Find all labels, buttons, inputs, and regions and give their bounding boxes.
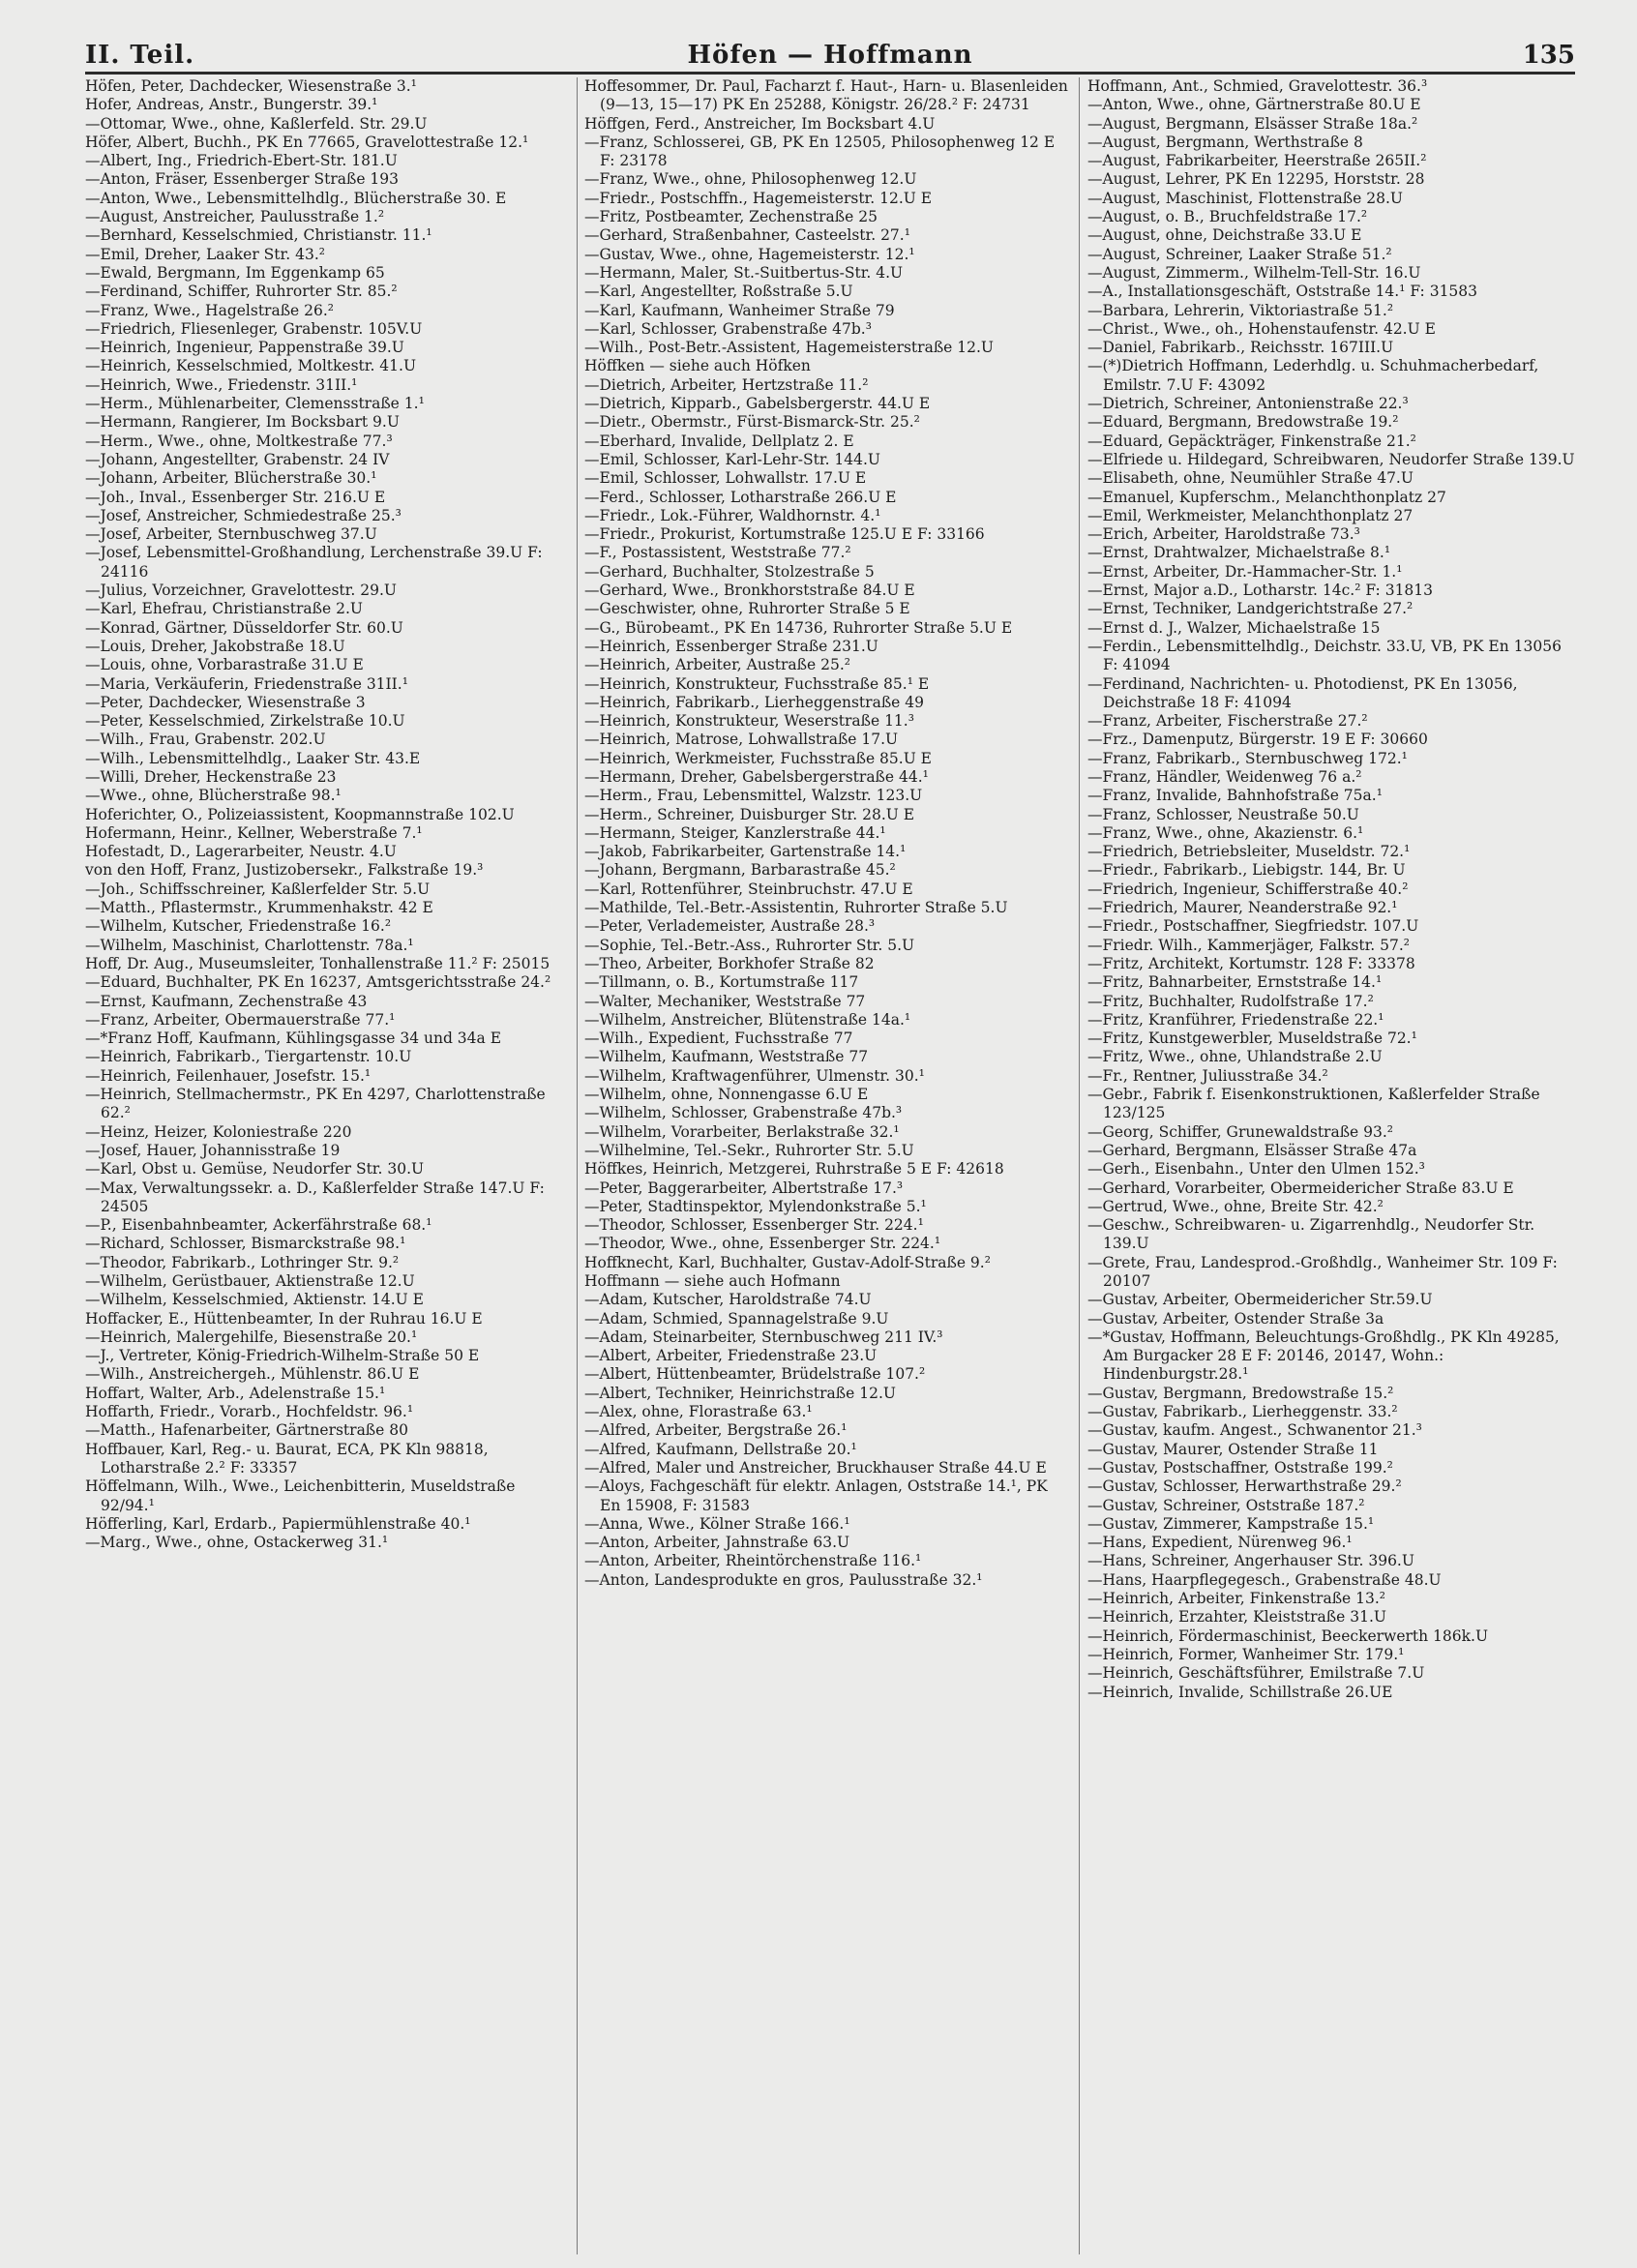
directory-entry: —Ernst, Major a.D., Lotharstr. 14c.² F: 31813: [1087, 582, 1434, 600]
directory-entry: —Eduard, Gepäckträger, Finkenstraße 21.²: [1087, 432, 1416, 450]
directory-entry: —Max, Verwaltungssekr. a. D., Kaßlerfelder Straße 147.U F: 24505: [85, 1179, 545, 1215]
directory-entry: —Wilhelm, Schlosser, Grabenstraße 47b.³: [584, 1104, 903, 1122]
directory-entry: —Ernst, Arbeiter, Dr.-Hammacher-Str. 1.¹: [1087, 562, 1403, 581]
directory-entry: —Willi, Dreher, Heckenstraße 23: [85, 767, 337, 786]
directory-entry: —Wilhelm, Kesselschmied, Aktienstr. 14.U E: [85, 1291, 424, 1309]
directory-entry: —August, Lehrer, PK En 12295, Horststr. 28: [1087, 170, 1425, 189]
directory-entry: —Gerhard, Straßenbahner, Casteelstr. 27.¹: [584, 226, 910, 245]
directory-entry: —Fritz, Architekt, Kortumstr. 128 F: 33378: [1087, 954, 1415, 972]
directory-entry: —Marg., Wwe., ohne, Ostackerweg 31.¹: [85, 1534, 389, 1552]
directory-entry: —Wilhelm, Maschinist, Charlottenstr. 78a.¹: [85, 936, 414, 954]
directory-entry: —Gebr., Fabrik f. Eisenkonstruktionen, Kaßlerfelder Straße 123/125: [1087, 1086, 1540, 1122]
directory-entry: —Alfred, Maler und Anstreicher, Bruckhauser Straße 44.U E: [584, 1458, 1047, 1477]
directory-entry: —*Gustav, Hoffmann, Beleuchtungs-Großhdlg., PK Kln 49285, Am Burgacker 28 E F: 20146, 20147, Wohn.: Hindenburgstr.28.¹: [1087, 1328, 1560, 1384]
directory-entry: —Theodor, Wwe., ohne, Essenberger Str. 224.¹: [584, 1235, 941, 1253]
directory-entry: Hoffmann, Ant., Schmied, Gravelottestr. 36.³: [1087, 77, 1428, 95]
directory-entry: —Heinrich, Fördermaschinist, Beeckerwerth 186k.U: [1087, 1626, 1489, 1645]
directory-entry: —Johann, Arbeiter, Blücherstraße 30.¹: [85, 469, 377, 488]
directory-entry: —Ferdin., Lebensmittelhdlg., Deichstr. 33.U, VB, PK En 13056 F: 41094: [1087, 637, 1562, 674]
directory-entry: —August, Maschinist, Flottenstraße 28.U: [1087, 189, 1403, 207]
directory-entry: —Peter, Kesselschmied, Zirkelstraße 10.U: [85, 712, 405, 731]
directory-entry: —Friedrich, Betriebsleiter, Museldstr. 72.¹: [1087, 843, 1411, 861]
directory-entry: —Karl, Kaufmann, Wanheimer Straße 79: [584, 301, 895, 319]
directory-entry: —Albert, Arbeiter, Friedenstraße 23.U: [584, 1347, 878, 1365]
directory-entry: —Gustav, kaufm. Angest., Schwanentor 21.³: [1087, 1421, 1422, 1440]
directory-entry: —August, Bergmann, Elsässer Straße 18a.²: [1087, 114, 1418, 133]
directory-entry: —Louis, ohne, Vorbarastraße 31.U E: [85, 656, 364, 674]
directory-entry: —Franz, Wwe., ohne, Akazienstr. 6.¹: [1087, 823, 1364, 842]
directory-entry: —(*)Dietrich Hoffmann, Lederhdlg. u. Schuhmacherbedarf, Emilstr. 7.U F: 43092: [1087, 357, 1539, 394]
directory-entry: Hoffbauer, Karl, Reg.- u. Baurat, ECA, PK Kln 98818, Lotharstraße 2.² F: 33357: [85, 1440, 489, 1477]
directory-entry: —Erich, Arbeiter, Haroldstraße 73.³: [1087, 525, 1360, 544]
directory-entry: —August, Zimmerm., Wilhelm-Tell-Str. 16.U: [1087, 263, 1421, 282]
directory-entry: —Ewald, Bergmann, Im Eggenkamp 65: [85, 263, 385, 282]
directory-entry: —Aloys, Fachgeschäft für elektr. Anlagen, Oststraße 14.¹, PK En 15908, F: 31583: [584, 1477, 1048, 1514]
directory-entry: —Emil, Schlosser, Karl-Lehr-Str. 144.U: [584, 450, 880, 468]
directory-entry: —Wilhelm, Kraftwagenführer, Ulmenstr. 30.¹: [584, 1066, 925, 1085]
directory-entry: —Wilh., Frau, Grabenstr. 202.U: [85, 731, 326, 749]
directory-entry: —Franz, Wwe., Hagelstraße 26.²: [85, 301, 335, 319]
directory-entry: —Elfriede u. Hildegard, Schreibwaren, Neudorfer Straße 139.U: [1087, 450, 1575, 468]
directory-column-2: [584, 77, 1070, 2254]
directory-entry: —Richard, Schlosser, Bismarckstraße 98.¹: [85, 1235, 406, 1253]
directory-entry: —Friedr., Prokurist, Kortumstraße 125.U E F: 33166: [584, 525, 985, 544]
directory-entry: —Gustav, Maurer, Ostender Straße 11: [1087, 1440, 1379, 1458]
directory-entry: —Hermann, Steiger, Kanzlerstraße 44.¹: [584, 823, 886, 842]
directory-entry: —Georg, Schiffer, Grunewaldstraße 93.²: [1087, 1122, 1394, 1141]
directory-entry: —Wwe., ohne, Blücherstraße 98.¹: [85, 787, 342, 805]
directory-entry: —Peter, Stadtinspektor, Mylendonkstraße 5.¹: [584, 1197, 927, 1215]
directory-entry: Hofer, Andreas, Anstr., Bungerstr. 39.¹: [85, 96, 378, 114]
directory-entry: —Anton, Fräser, Essenberger Straße 193: [85, 170, 400, 189]
directory-entry: —Gustav, Schreiner, Oststraße 187.²: [1087, 1496, 1365, 1514]
directory-entry: —August, Bergmann, Werthstraße 8: [1087, 133, 1363, 151]
directory-entry: —Alex, ohne, Florastraße 63.¹: [584, 1403, 813, 1421]
directory-entry: —Heinrich, Konstrukteur, Weserstraße 11.³: [584, 712, 914, 731]
directory-entry: —Wilh., Lebensmittelhdlg., Laaker Str. 43.E: [85, 749, 421, 767]
directory-entry: Hoffknecht, Karl, Buchhalter, Gustav-Adolf-Straße 9.²: [584, 1253, 991, 1271]
directory-entry: —Fr., Rentner, Juliusstraße 34.²: [1087, 1066, 1328, 1085]
directory-entry: —Herm., Mühlenarbeiter, Clemensstraße 1.¹: [85, 395, 425, 413]
directory-entry: —Gerhard, Vorarbeiter, Obermeidericher Straße 83.U E: [1087, 1179, 1514, 1197]
directory-entry: —Alfred, Kaufmann, Dellstraße 20.¹: [584, 1440, 857, 1458]
directory-entry: —Fritz, Kunstgewerbler, Museldstraße 72.¹: [1087, 1030, 1417, 1048]
directory-entry: —Matth., Pflastermstr., Krummenhakstr. 42 E: [85, 899, 433, 917]
directory-entry: —Herm., Wwe., ohne, Moltkestraße 77.³: [85, 432, 393, 450]
directory-entry: —Wilh., Anstreichergeh., Mühlenstr. 86.U E: [85, 1365, 420, 1384]
directory-entry: —Fritz, Bahnarbeiter, Ernststraße 14.¹: [1087, 973, 1383, 992]
directory-entry: von den Hoff, Franz, Justizobersekr., Falkstraße 19.³: [85, 861, 484, 880]
directory-entry: —Matth., Hafenarbeiter, Gärtnerstraße 80: [85, 1421, 408, 1440]
directory-entry: —Joh., Schiffsschreiner, Kaßlerfelder Str. 5.U: [85, 880, 431, 898]
directory-entry: —Elisabeth, ohne, Neumühler Straße 47.U: [1087, 469, 1414, 488]
directory-entry: —Albert, Techniker, Heinrichstraße 12.U: [584, 1384, 896, 1402]
directory-entry: —Joh., Inval., Essenberger Str. 216.U E: [85, 488, 386, 506]
page-range-title: Höfen — Hoffmann: [687, 41, 973, 70]
directory-entry: —Anton, Wwe., ohne, Gärtnerstraße 80.U E: [1087, 96, 1421, 114]
directory-entry: —Wilh., Expedient, Fuchsstraße 77: [584, 1030, 853, 1048]
directory-entry: —Heinrich, Former, Wanheimer Str. 179.¹: [1087, 1645, 1405, 1663]
directory-entry: —Ernst, Drahtwalzer, Michaelstraße 8.¹: [1087, 544, 1391, 562]
directory-entry: Hoferichter, O., Polizeiassistent, Koopmannstraße 102.U: [85, 805, 515, 823]
directory-entry: —Johann, Angestellter, Grabenstr. 24 IV: [85, 450, 390, 468]
directory-entry: —Franz, Fabrikarb., Sternbuschweg 172.¹: [1087, 749, 1408, 767]
directory-entry: —August, o. B., Bruchfeldstraße 17.²: [1087, 208, 1368, 226]
directory-entry: —Sophie, Tel.-Betr.-Ass., Ruhrorter Str. 5.U: [584, 936, 915, 954]
directory-entry: —Karl, Ehefrau, Christianstraße 2.U: [85, 600, 363, 618]
directory-entry: —Franz, Schlosserei, GB, PK En 12505, Philosophenweg 12 E F: 23178: [584, 133, 1056, 170]
directory-entry: —Herm., Frau, Lebensmittel, Walzstr. 123.U: [584, 787, 923, 805]
directory-entry: Höffelmann, Wilh., Wwe., Leichenbitterin, Museldstraße 92/94.¹: [85, 1477, 516, 1514]
directory-entry: —Hans, Haarpflegegesch., Grabenstraße 48.U: [1087, 1570, 1442, 1589]
directory-entry: —Daniel, Fabrikarb., Reichsstr. 167III.U: [1087, 339, 1394, 357]
directory-entry: —August, ohne, Deichstraße 33.U E: [1087, 226, 1362, 245]
directory-entry: —Herm., Schreiner, Duisburger Str. 28.U E: [584, 805, 915, 823]
directory-entry: —Friedrich, Maurer, Neanderstraße 92.¹: [1087, 899, 1398, 917]
directory-entry: —Ernst, Kaufmann, Zechenstraße 43: [85, 992, 368, 1010]
directory-entry: —Heinrich, Stellmachermstr., PK En 4297, Charlottenstraße 62.²: [85, 1086, 546, 1122]
column-divider: [577, 77, 578, 2254]
directory-entry: —Geschw., Schreibwaren- u. Zigarrenhdlg., Neudorfer Str. 139.U: [1087, 1216, 1535, 1253]
directory-entry: —Peter, Verlademeister, Austraße 28.³: [584, 917, 876, 936]
column-divider: [1079, 77, 1080, 2254]
directory-entry: Höffkes, Heinrich, Metzgerei, Ruhrstraße 5 E F: 42618: [584, 1160, 1004, 1179]
directory-entry: —Heinrich, Malergehilfe, Biesenstraße 20.¹: [85, 1328, 418, 1346]
directory-entry: Höfer, Albert, Buchh., PK En 77665, Gravelottestraße 12.¹: [85, 133, 529, 151]
directory-entry: —Friedr. Wilh., Kammerjäger, Falkstr. 57.²: [1087, 936, 1411, 954]
directory-column-3: [1087, 77, 1575, 2254]
directory-entry: —Gerhard, Wwe., Bronkhorststraße 84.U E: [584, 582, 915, 600]
directory-entry: —J., Vertreter, König-Friedrich-Wilhelm-Straße 50 E: [85, 1347, 480, 1365]
directory-entry: —Johann, Bergmann, Barbarastraße 45.²: [584, 861, 896, 880]
directory-entry: Höffken — siehe auch Höfken: [584, 357, 811, 375]
section-label: II. Teil.: [85, 41, 195, 70]
directory-entry: —Karl, Rottenführer, Steinbruchstr. 47.U E: [584, 880, 913, 898]
directory-entry: —Hans, Schreiner, Angerhauser Str. 396.U: [1087, 1552, 1414, 1570]
directory-entry: —Heinrich, Konstrukteur, Fuchsstraße 85.¹ E: [584, 674, 930, 693]
directory-entry: —Adam, Steinarbeiter, Sternbuschweg 211 IV.³: [584, 1328, 943, 1346]
directory-entry: —Jakob, Fabrikarbeiter, Gartenstraße 14.¹: [584, 843, 907, 861]
directory-entry: —Friedr., Fabrikarb., Liebigstr. 144, Br. U: [1087, 861, 1406, 880]
directory-entry: —Friedr., Lok.-Führer, Waldhornstr. 4.¹: [584, 506, 881, 524]
directory-entry: —Heinrich, Arbeiter, Austraße 25.²: [584, 656, 850, 674]
directory-entry: —Gustav, Bergmann, Bredowstraße 15.²: [1087, 1384, 1394, 1402]
directory-entry: —Heinrich, Fabrikarb., Tiergartenstr. 10.U: [85, 1048, 412, 1066]
directory-entry: —Gustav, Arbeiter, Obermeidericher Str.59.U: [1087, 1291, 1433, 1309]
directory-entry: —August, Anstreicher, Paulusstraße 1.²: [85, 208, 385, 226]
directory-entry: Hoffmann — siehe auch Hofmann: [584, 1272, 841, 1290]
directory-entry: —Grete, Frau, Landesprod.-Großhdlg., Wanheimer Str. 109 F: 20107: [1087, 1253, 1558, 1290]
directory-entry: —Heinz, Heizer, Koloniestraße 220: [85, 1122, 352, 1141]
directory-entry: —Christ., Wwe., oh., Hohenstaufenstr. 42.U E: [1087, 319, 1436, 338]
directory-entry: —Friedrich, Ingenieur, Schifferstraße 40.²: [1087, 880, 1409, 898]
directory-entry: —Ernst, Techniker, Landgerichtstraße 27.²: [1087, 600, 1414, 618]
directory-entry: —Franz, Wwe., ohne, Philosophenweg 12.U: [584, 170, 917, 189]
directory-entry: Hoffesommer, Dr. Paul, Facharzt f. Haut-, Harn- u. Blasenleiden (9—13, 15—17) PK En 25288, Königstr. 26/28.² F: 24731: [584, 77, 1068, 114]
directory-entry: —Gustav, Schlosser, Herwarthstraße 29.²: [1087, 1477, 1402, 1496]
directory-entry: —Heinrich, Invalide, Schillstraße 26.UE: [1087, 1683, 1393, 1701]
directory-entry: —Theodor, Schlosser, Essenberger Str. 224.¹: [584, 1216, 924, 1235]
directory-entry: —Barbara, Lehrerin, Viktoriastraße 51.²: [1087, 301, 1394, 319]
directory-entry: —Heinrich, Erzahter, Kleiststraße 31.U: [1087, 1608, 1386, 1626]
directory-entry: —Fritz, Kranführer, Friedenstraße 22.¹: [1087, 1010, 1384, 1029]
directory-entry: —Wilhelm, Anstreicher, Blütenstraße 14a.¹: [584, 1010, 911, 1029]
directory-entry: —Wilhelm, ohne, Nonnengasse 6.U E: [584, 1086, 869, 1104]
directory-entry: —Friedrich, Fliesenleger, Grabenstr. 105V.U: [85, 319, 423, 338]
directory-entry: —Franz, Händler, Weidenweg 76 a.²: [1087, 767, 1362, 786]
directory-entry: —Fritz, Postbeamter, Zechenstraße 25: [584, 208, 878, 226]
directory-entry: —Emil, Schlosser, Lohwallstr. 17.U E: [584, 469, 867, 488]
page-header: [85, 41, 1575, 72]
directory-entry: Hoffarth, Friedr., Vorarb., Hochfeldstr. 96.¹: [85, 1403, 414, 1421]
directory-entry: —Louis, Dreher, Jakobstraße 18.U: [85, 637, 345, 655]
directory-entry: —Gustav, Arbeiter, Ostender Straße 3a: [1087, 1309, 1384, 1328]
directory-entry: —Mathilde, Tel.-Betr.-Assistentin, Ruhrorter Straße 5.U: [584, 899, 1008, 917]
directory-entry: —Friedr., Postschffn., Hagemeisterstr. 12.U E: [584, 189, 933, 207]
directory-entry: —Karl, Angestellter, Roßstraße 5.U: [584, 283, 853, 301]
directory-entry: —Eduard, Bergmann, Bredowstraße 19.²: [1087, 413, 1399, 432]
directory-entry: —Josef, Hauer, Johannisstraße 19: [85, 1141, 341, 1159]
directory-entry: —Wilhelmine, Tel.-Sekr., Ruhrorter Str. 5.U: [584, 1141, 914, 1159]
directory-entry: —August, Schreiner, Laaker Straße 51.²: [1087, 245, 1392, 263]
directory-entry: —Emil, Dreher, Laaker Str. 43.²: [85, 245, 325, 263]
directory-entry: —Fritz, Buchhalter, Rudolfstraße 17.²: [1087, 992, 1374, 1010]
directory-entry: —Tillmann, o. B., Kortumstraße 117: [584, 973, 859, 992]
directory-entry: —Heinrich, Essenberger Straße 231.U: [584, 637, 878, 655]
directory-entry: —Gerh., Eisenbahn., Unter den Ulmen 152.³: [1087, 1160, 1425, 1179]
directory-entry: Höffgen, Ferd., Anstreicher, Im Bocksbart 4.U: [584, 114, 936, 133]
directory-entry: —F., Postassistent, Weststraße 77.²: [584, 544, 851, 562]
directory-entry: —Gustav, Postschaffner, Oststraße 199.²: [1087, 1458, 1393, 1477]
directory-entry: —Hans, Expedient, Nürenweg 96.¹: [1087, 1534, 1353, 1552]
directory-entry: —G., Bürobeamt., PK En 14736, Ruhrorter Straße 5.U E: [584, 618, 1013, 637]
directory-entry: —Josef, Arbeiter, Sternbuschweg 37.U: [85, 525, 377, 544]
directory-entry: —Friedr., Postschaffner, Siegfriedstr. 107.U: [1087, 917, 1419, 936]
directory-entry: —Franz, Arbeiter, Obermauerstraße 77.¹: [85, 1010, 396, 1029]
directory-entry: Hofestadt, D., Lagerarbeiter, Neustr. 4.U: [85, 843, 397, 861]
directory-entry: —Walter, Mechaniker, Weststraße 77: [584, 992, 866, 1010]
directory-entry: —Anton, Wwe., Lebensmittelhdlg., Blücherstraße 30. E: [85, 189, 507, 207]
directory-entry: —Wilhelm, Kaufmann, Weststraße 77: [584, 1048, 869, 1066]
directory-entry: —Ottomar, Wwe., ohne, Kaßlerfeld. Str. 29.U: [85, 114, 428, 133]
directory-entry: —Gustav, Fabrikarb., Lierheggenstr. 33.²: [1087, 1403, 1398, 1421]
directory-entry: —Eberhard, Invalide, Dellplatz 2. E: [584, 432, 854, 450]
directory-entry: —Julius, Vorzeichner, Gravelottestr. 29.U: [85, 582, 397, 600]
directory-entry: Höfferling, Karl, Erdarb., Papiermühlenstraße 40.¹: [85, 1514, 471, 1533]
directory-entry: —Heinrich, Matrose, Lohwallstraße 17.U: [584, 731, 899, 749]
directory-entry: —Fritz, Wwe., ohne, Uhlandstraße 2.U: [1087, 1048, 1383, 1066]
directory-entry: —Emanuel, Kupferschm., Melanchthonplatz 27: [1087, 488, 1446, 506]
directory-entry: Hoffacker, E., Hüttenbeamter, In der Ruhrau 16.U E: [85, 1309, 483, 1328]
directory-entry: —Gerhard, Buchhalter, Stolzestraße 5: [584, 562, 875, 581]
directory-entry: —Dietrich, Kipparb., Gabelsbergerstr. 44.U E: [584, 395, 931, 413]
directory-entry: —Heinrich, Wwe., Friedenstr. 31II.¹: [85, 375, 358, 394]
directory-entry: —Gustav, Zimmerer, Kampstraße 15.¹: [1087, 1514, 1375, 1533]
directory-entry: —Maria, Verkäuferin, Friedenstraße 31II.¹: [85, 674, 408, 693]
directory-entry: —Heinrich, Geschäftsführer, Emilstraße 7.U: [1087, 1664, 1425, 1683]
directory-entry: —Ferdinand, Nachrichten- u. Photodienst, PK En 13056, Deichstraße 18 F: 41094: [1087, 674, 1518, 711]
directory-entry: —Josef, Anstreicher, Schmiedestraße 25.³: [85, 506, 402, 524]
directory-entry: —Heinrich, Werkmeister, Fuchsstraße 85.U E: [584, 749, 932, 767]
directory-entry: —Ferd., Schlosser, Lotharstraße 266.U E: [584, 488, 897, 506]
directory-entry: —Heinrich, Feilenhauer, Josefstr. 15.¹: [85, 1066, 372, 1085]
directory-entry: Hoff, Dr. Aug., Museumsleiter, Tonhallenstraße 11.² F: 25015: [85, 954, 551, 972]
directory-entry: —Heinrich, Fabrikarb., Lierheggenstraße 49: [584, 693, 924, 711]
directory-entry: —Frz., Damenputz, Bürgerstr. 19 E F: 30660: [1087, 731, 1428, 749]
directory-entry: —Konrad, Gärtner, Düsseldorfer Str. 60.U: [85, 618, 403, 637]
directory-entry: —Theodor, Fabrikarb., Lothringer Str. 9.²: [85, 1253, 400, 1271]
directory-entry: —Emil, Werkmeister, Melanchthonplatz 27: [1087, 506, 1414, 524]
directory-entry: —*Franz Hoff, Kaufmann, Kühlingsgasse 34 und 34a E: [85, 1030, 502, 1048]
directory-entry: —Wilhelm, Gerüstbauer, Aktienstraße 12.U: [85, 1272, 415, 1290]
directory-entry: —Peter, Dachdecker, Wiesenstraße 3: [85, 693, 366, 711]
directory-entry: —Karl, Schlosser, Grabenstraße 47b.³: [584, 319, 872, 338]
directory-entry: —Adam, Schmied, Spannagelstraße 9.U: [584, 1309, 889, 1328]
directory-entry: —Dietrich, Arbeiter, Hertzstraße 11.²: [584, 375, 869, 394]
directory-entry: —Heinrich, Kesselschmied, Moltkestr. 41.U: [85, 357, 417, 375]
directory-entry: —Ferdinand, Schiffer, Ruhrorter Str. 85.²: [85, 283, 398, 301]
directory-entry: —Anna, Wwe., Kölner Straße 166.¹: [584, 1514, 850, 1533]
page-number: 135: [1522, 41, 1575, 70]
directory-entry: —Gerhard, Bergmann, Elsässer Straße 47a: [1087, 1141, 1417, 1159]
directory-entry: —August, Fabrikarbeiter, Heerstraße 265II.²: [1087, 152, 1427, 170]
directory-entry: —P., Eisenbahnbeamter, Ackerfährstraße 68.¹: [85, 1216, 432, 1235]
directory-entry: —Theo, Arbeiter, Borkhofer Straße 82: [584, 954, 875, 972]
directory-entry: —Anton, Landesprodukte en gros, Paulusstraße 32.¹: [584, 1570, 983, 1589]
directory-entry: Hofermann, Heinr., Kellner, Weberstraße 7.¹: [85, 823, 423, 842]
directory-entry: —Franz, Arbeiter, Fischerstraße 27.²: [1087, 712, 1368, 731]
directory-entry: —Heinrich, Ingenieur, Pappenstraße 39.U: [85, 339, 404, 357]
directory-entry: —Hermann, Rangierer, Im Bocksbart 9.U: [85, 413, 400, 432]
directory-entry: —Anton, Arbeiter, Rheintörchenstraße 116.¹: [584, 1552, 922, 1570]
directory-entry: —Eduard, Buchhalter, PK En 16237, Amtsgerichtsstraße 24.²: [85, 973, 551, 992]
directory-entry: —Franz, Schlosser, Neustraße 50.U: [1087, 805, 1359, 823]
directory-entry: —Peter, Baggerarbeiter, Albertstraße 17.³: [584, 1179, 904, 1197]
directory-entry: Hoffart, Walter, Arb., Adelenstraße 15.¹: [85, 1384, 386, 1402]
directory-entry: —Albert, Ing., Friedrich-Ebert-Str. 181.U: [85, 152, 398, 170]
directory-entry: —A., Installationsgeschäft, Oststraße 14.¹ F: 31583: [1087, 283, 1478, 301]
directory-entry: —Dietr., Obermstr., Fürst-Bismarck-Str. 25.²: [584, 413, 920, 432]
directory-entry: —Josef, Lebensmittel-Großhandlung, Lerchenstraße 39.U F: 24116: [85, 544, 543, 581]
directory-entry: —Wilh., Post-Betr.-Assistent, Hagemeisterstraße 12.U: [584, 339, 994, 357]
directory-entry: —Gustav, Wwe., ohne, Hagemeisterstr. 12.¹: [584, 245, 915, 263]
directory-entry: —Gertrud, Wwe., ohne, Breite Str. 42.²: [1087, 1197, 1384, 1215]
directory-entry: —Wilhelm, Kutscher, Friedenstraße 16.²: [85, 917, 392, 936]
directory-entry: —Bernhard, Kesselschmied, Christianstr. 11.¹: [85, 226, 432, 245]
header-rule: [85, 72, 1575, 75]
directory-entry: —Dietrich, Schreiner, Antonienstraße 22.³: [1087, 395, 1409, 413]
directory-entry: —Wilhelm, Vorarbeiter, Berlakstraße 32.¹: [584, 1122, 900, 1141]
directory-entry: —Anton, Arbeiter, Jahnstraße 63.U: [584, 1534, 850, 1552]
directory-entry: Höfen, Peter, Dachdecker, Wiesenstraße 3.¹: [85, 77, 417, 95]
directory-entry: —Heinrich, Arbeiter, Finkenstraße 13.²: [1087, 1590, 1386, 1608]
directory-entry: —Karl, Obst u. Gemüse, Neudorfer Str. 30.U: [85, 1160, 425, 1179]
directory-entry: —Ernst d. J., Walzer, Michaelstraße 15: [1087, 618, 1381, 637]
directory-entry: —Geschwister, ohne, Ruhrorter Straße 5 E: [584, 600, 910, 618]
directory-column-1: [85, 77, 569, 2254]
directory-entry: —Hermann, Maler, St.-Suitbertus-Str. 4.U: [584, 263, 904, 282]
directory-entry: —Franz, Invalide, Bahnhofstraße 75a.¹: [1087, 787, 1383, 805]
directory-entry: —Adam, Kutscher, Haroldstraße 74.U: [584, 1291, 872, 1309]
directory-entry: —Hermann, Dreher, Gabelsbergerstraße 44.¹: [584, 767, 929, 786]
directory-entry: —Albert, Hüttenbeamter, Brüdelstraße 107.²: [584, 1365, 926, 1384]
directory-entry: —Alfred, Arbeiter, Bergstraße 26.¹: [584, 1421, 848, 1440]
